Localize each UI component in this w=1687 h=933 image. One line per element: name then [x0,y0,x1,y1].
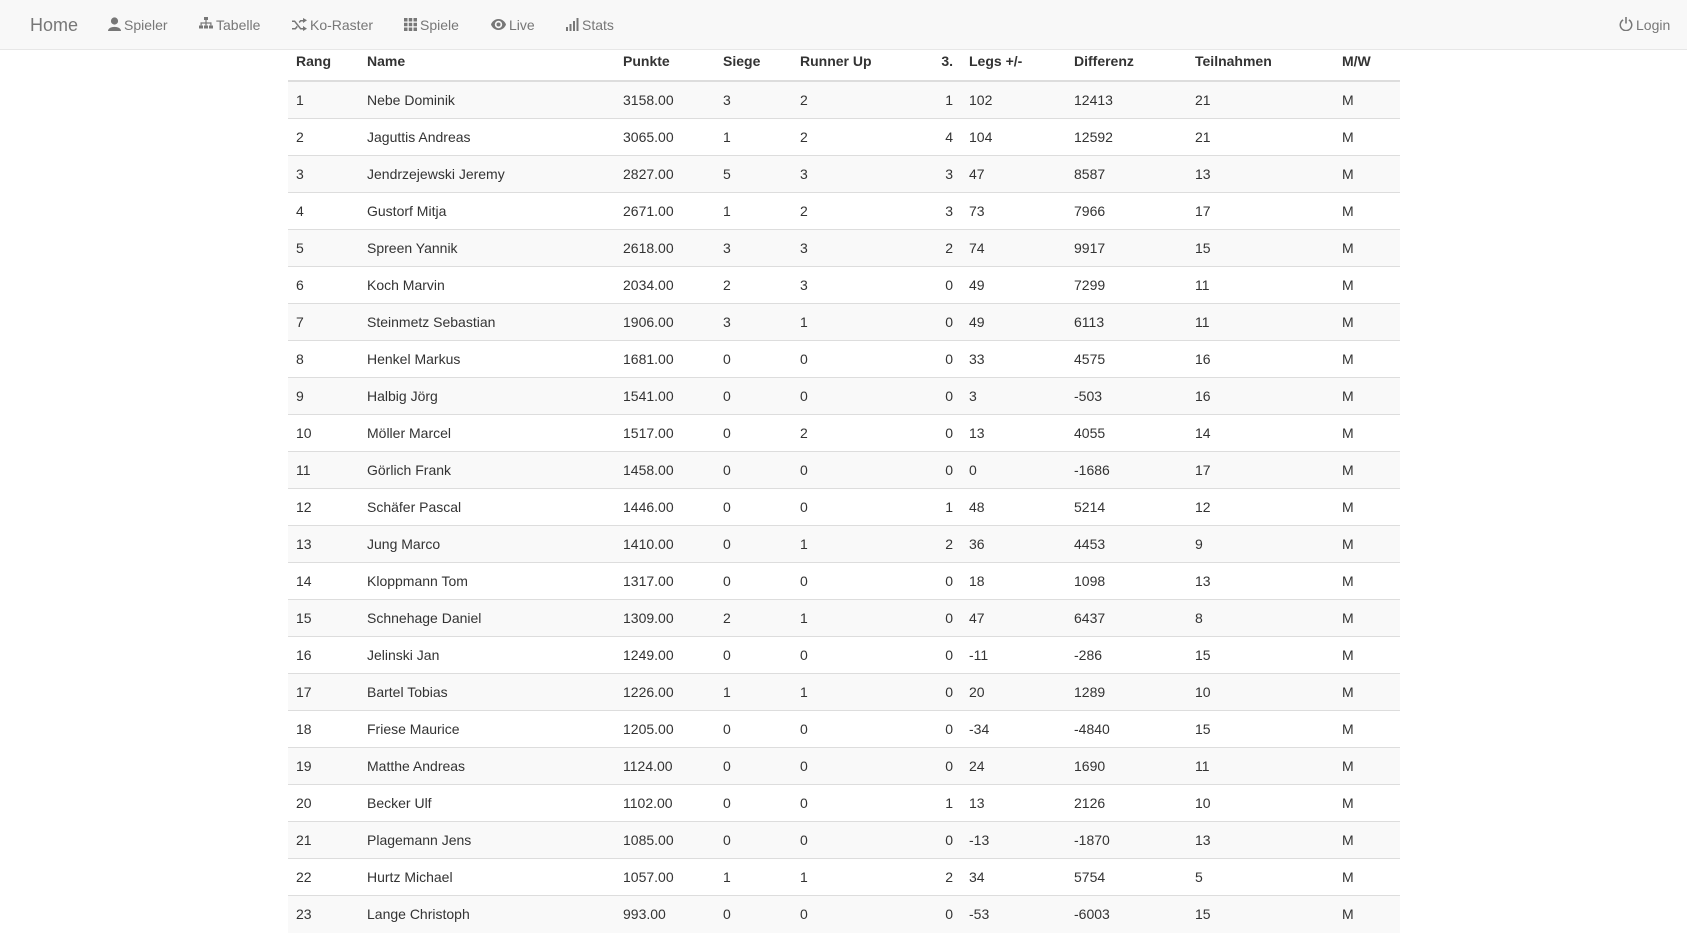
cell-teilnahmen: 8 [1187,600,1334,637]
nav-live-label: Live [509,17,535,33]
cell-mw: M [1334,267,1400,304]
table-row [288,267,1400,304]
cell-differenz: -4840 [1066,711,1187,748]
cell-name[interactable]: Gustorf Mitja [359,193,615,230]
cell-mw: M [1334,711,1400,748]
user-icon [108,17,121,31]
table-row [288,193,1400,230]
cell-mw: M [1334,378,1400,415]
cell-differenz: 7299 [1066,267,1187,304]
cell-punkte: 1517.00 [615,415,715,452]
cell-differenz: 12592 [1066,119,1187,156]
cell-legs: -53 [961,896,1066,933]
cell-siege: 0 [715,563,792,600]
cell-runner-up: 0 [792,378,927,415]
table-row [288,785,1400,822]
cell-runner-up: 0 [792,489,927,526]
cell-third: 3 [927,193,961,230]
cell-differenz: 4055 [1066,415,1187,452]
cell-legs: 47 [961,600,1066,637]
cell-mw: M [1334,452,1400,489]
cell-teilnahmen: 17 [1187,193,1334,230]
cell-third: 0 [927,711,961,748]
cell-siege: 1 [715,193,792,230]
cell-rang: 9 [288,378,359,415]
nav-spiele-label: Spiele [420,17,459,33]
cell-teilnahmen: 16 [1187,341,1334,378]
cell-siege: 5 [715,156,792,193]
table-row [288,119,1400,156]
cell-name[interactable]: Hurtz Michael [359,859,615,896]
table-row [288,230,1400,267]
cell-legs: 34 [961,859,1066,896]
cell-punkte: 1205.00 [615,711,715,748]
cell-rang: 18 [288,711,359,748]
cell-legs: 13 [961,415,1066,452]
cell-runner-up: 1 [792,859,927,896]
table-row [288,489,1400,526]
cell-siege: 0 [715,452,792,489]
nav-live-link[interactable] [491,0,535,50]
cell-differenz: 5214 [1066,489,1187,526]
table-row [288,859,1400,896]
cell-mw: M [1334,304,1400,341]
cell-teilnahmen: 12 [1187,489,1334,526]
cell-rang: 13 [288,526,359,563]
header-rang[interactable]: Rang [288,50,359,81]
cell-teilnahmen: 13 [1187,822,1334,859]
cell-mw: M [1334,563,1400,600]
cell-legs: 102 [961,81,1066,119]
cell-differenz: 1289 [1066,674,1187,711]
cell-rang: 16 [288,637,359,674]
cell-legs: 3 [961,378,1066,415]
cell-teilnahmen: 11 [1187,267,1334,304]
header-teilnahmen[interactable]: Teilnahmen [1187,50,1334,81]
cell-third: 0 [927,563,961,600]
cell-rang: 1 [288,81,359,119]
cell-rang: 20 [288,785,359,822]
cell-teilnahmen: 5 [1187,859,1334,896]
cell-legs: 36 [961,526,1066,563]
cell-punkte: 2827.00 [615,156,715,193]
cell-third: 0 [927,896,961,933]
cell-third: 0 [927,378,961,415]
nav-spieler-link[interactable] [108,0,168,50]
cell-differenz: 4453 [1066,526,1187,563]
cell-siege: 2 [715,600,792,637]
cell-third: 0 [927,267,961,304]
header-punkte[interactable]: Punkte [615,50,715,81]
nav-login-label: Login [1636,17,1671,33]
cell-teilnahmen: 11 [1187,304,1334,341]
cell-teilnahmen: 13 [1187,563,1334,600]
cell-runner-up: 0 [792,822,927,859]
cell-legs: -13 [961,822,1066,859]
cell-siege: 0 [715,896,792,933]
nav-ko-raster-label: Ko-Raster [310,17,374,33]
cell-siege: 0 [715,711,792,748]
cell-third: 2 [927,859,961,896]
header-mw[interactable]: M/W [1334,50,1400,81]
cell-siege: 0 [715,637,792,674]
cell-legs: 49 [961,304,1066,341]
cell-punkte: 1906.00 [615,304,715,341]
cell-runner-up: 2 [792,193,927,230]
cell-differenz: 6437 [1066,600,1187,637]
cell-differenz: 12413 [1066,81,1187,119]
cell-rang: 14 [288,563,359,600]
cell-differenz: 2126 [1066,785,1187,822]
cell-name[interactable]: Schnehage Daniel [359,600,615,637]
cell-runner-up: 0 [792,452,927,489]
cell-name[interactable]: Nebe Dominik [359,81,615,119]
cell-teilnahmen: 10 [1187,785,1334,822]
header-siege[interactable]: Siege [715,50,792,81]
cell-teilnahmen: 10 [1187,674,1334,711]
cell-siege: 0 [715,785,792,822]
cell-differenz: 1098 [1066,563,1187,600]
cell-siege: 0 [715,489,792,526]
cell-legs: 74 [961,230,1066,267]
cell-punkte: 3158.00 [615,81,715,119]
cell-legs: 49 [961,267,1066,304]
cell-teilnahmen: 13 [1187,156,1334,193]
cell-third: 0 [927,748,961,785]
cell-third: 0 [927,452,961,489]
cell-mw: M [1334,230,1400,267]
cell-punkte: 1410.00 [615,526,715,563]
cell-teilnahmen: 15 [1187,637,1334,674]
cell-name[interactable]: Becker Ulf [359,785,615,822]
cell-teilnahmen: 14 [1187,415,1334,452]
cell-mw: M [1334,859,1400,896]
cell-name[interactable]: Steinmetz Sebastian [359,304,615,341]
cell-punkte: 1458.00 [615,452,715,489]
cell-runner-up: 0 [792,711,927,748]
header-third[interactable]: 3. [927,50,961,81]
nav-stats-link[interactable] [566,0,614,50]
cell-teilnahmen: 9 [1187,526,1334,563]
cell-runner-up: 0 [792,563,927,600]
cell-differenz: -1686 [1066,452,1187,489]
cell-punkte: 1681.00 [615,341,715,378]
cell-third: 3 [927,156,961,193]
cell-mw: M [1334,637,1400,674]
table-row [288,563,1400,600]
cell-siege: 0 [715,415,792,452]
cell-siege: 1 [715,859,792,896]
cell-punkte: 1124.00 [615,748,715,785]
cell-punkte: 1541.00 [615,378,715,415]
cell-punkte: 1226.00 [615,674,715,711]
cell-name[interactable]: Jung Marco [359,526,615,563]
cell-punkte: 2034.00 [615,267,715,304]
cell-name[interactable]: Jendrzejewski Jeremy [359,156,615,193]
cell-differenz: 1690 [1066,748,1187,785]
cell-third: 0 [927,600,961,637]
cell-third: 1 [927,81,961,119]
cell-siege: 3 [715,304,792,341]
cell-punkte: 993.00 [615,896,715,933]
cell-differenz: -1870 [1066,822,1187,859]
cell-third: 0 [927,637,961,674]
cell-differenz: 8587 [1066,156,1187,193]
cell-differenz: 5754 [1066,859,1187,896]
cell-name[interactable]: Friese Maurice [359,711,615,748]
cell-differenz: 9917 [1066,230,1187,267]
cell-third: 2 [927,526,961,563]
cell-mw: M [1334,193,1400,230]
table-row [288,637,1400,674]
cell-punkte: 1309.00 [615,600,715,637]
cell-rang: 4 [288,193,359,230]
cell-rang: 19 [288,748,359,785]
random-icon [292,18,307,31]
cell-siege: 0 [715,748,792,785]
cell-differenz: 4575 [1066,341,1187,378]
cell-runner-up: 3 [792,230,927,267]
cell-runner-up: 1 [792,304,927,341]
cell-third: 4 [927,119,961,156]
cell-name[interactable]: Möller Marcel [359,415,615,452]
table-row [288,748,1400,785]
cell-rang: 8 [288,341,359,378]
cell-legs: 0 [961,452,1066,489]
cell-punkte: 1317.00 [615,563,715,600]
cell-differenz: -286 [1066,637,1187,674]
cell-legs: 13 [961,785,1066,822]
cell-mw: M [1334,119,1400,156]
table-row [288,341,1400,378]
cell-mw: M [1334,341,1400,378]
cell-punkte: 3065.00 [615,119,715,156]
cell-differenz: -503 [1066,378,1187,415]
cell-mw: M [1334,156,1400,193]
cell-legs: 20 [961,674,1066,711]
sitemap-icon [199,17,213,31]
cell-mw: M [1334,81,1400,119]
cell-teilnahmen: 11 [1187,748,1334,785]
cell-teilnahmen: 15 [1187,896,1334,933]
power-icon [1619,17,1633,31]
cell-legs: 24 [961,748,1066,785]
cell-mw: M [1334,526,1400,563]
header-legs[interactable]: Legs +/- [961,50,1066,81]
cell-rang: 5 [288,230,359,267]
cell-mw: M [1334,896,1400,933]
cell-rang: 6 [288,267,359,304]
cell-runner-up: 2 [792,119,927,156]
cell-siege: 1 [715,674,792,711]
cell-siege: 0 [715,341,792,378]
cell-differenz: 7966 [1066,193,1187,230]
cell-rang: 23 [288,896,359,933]
cell-siege: 1 [715,119,792,156]
cell-mw: M [1334,489,1400,526]
nav-login-link[interactable] [1619,0,1670,50]
cell-mw: M [1334,674,1400,711]
table-row [288,600,1400,637]
cell-name[interactable]: Matthe Andreas [359,748,615,785]
cell-runner-up: 0 [792,748,927,785]
cell-third: 0 [927,674,961,711]
cell-rang: 12 [288,489,359,526]
cell-legs: 73 [961,193,1066,230]
cell-legs: 48 [961,489,1066,526]
cell-rang: 21 [288,822,359,859]
cell-name[interactable]: Koch Marvin [359,267,615,304]
cell-rang: 15 [288,600,359,637]
cell-rang: 11 [288,452,359,489]
table-row [288,81,1400,119]
cell-name[interactable]: Kloppmann Tom [359,563,615,600]
table-row [288,304,1400,341]
table-row [288,526,1400,563]
cell-rang: 2 [288,119,359,156]
cell-legs: 47 [961,156,1066,193]
table-row [288,674,1400,711]
cell-runner-up: 0 [792,341,927,378]
header-name[interactable]: Name [359,50,615,81]
cell-runner-up: 3 [792,267,927,304]
cell-teilnahmen: 15 [1187,711,1334,748]
cell-runner-up: 0 [792,637,927,674]
table-row [288,378,1400,415]
ranking-table [288,50,1400,933]
cell-name[interactable]: Bartel Tobias [359,674,615,711]
table-header-row [288,50,1400,81]
cell-teilnahmen: 17 [1187,452,1334,489]
nav-ko-raster-link[interactable] [292,0,373,50]
table-row [288,711,1400,748]
cell-legs: 104 [961,119,1066,156]
cell-name[interactable]: Plagemann Jens [359,822,615,859]
cell-punkte: 1446.00 [615,489,715,526]
cell-name[interactable]: Jaguttis Andreas [359,119,615,156]
header-runner-up[interactable]: Runner Up [792,50,927,81]
nav-tabelle-label: Tabelle [216,17,261,33]
cell-runner-up: 2 [792,415,927,452]
cell-runner-up: 1 [792,600,927,637]
grid-icon [404,18,417,31]
cell-runner-up: 0 [792,896,927,933]
cell-siege: 2 [715,267,792,304]
nav-tabelle-link[interactable] [199,0,260,50]
cell-name[interactable]: Jelinski Jan [359,637,615,674]
cell-third: 2 [927,230,961,267]
cell-mw: M [1334,748,1400,785]
cell-siege: 3 [715,81,792,119]
cell-legs: 18 [961,563,1066,600]
cell-rang: 10 [288,415,359,452]
cell-differenz: 6113 [1066,304,1187,341]
cell-differenz: -6003 [1066,896,1187,933]
cell-rang: 22 [288,859,359,896]
cell-teilnahmen: 21 [1187,81,1334,119]
stats-icon [566,18,579,31]
navbar [0,0,1687,50]
cell-name[interactable]: Henkel Markus [359,341,615,378]
cell-third: 1 [927,785,961,822]
cell-punkte: 1102.00 [615,785,715,822]
ranking-table-container [288,50,1400,933]
nav-stats-label: Stats [582,17,614,33]
cell-rang: 7 [288,304,359,341]
cell-name[interactable]: Görlich Frank [359,452,615,489]
cell-third: 0 [927,415,961,452]
cell-punkte: 2618.00 [615,230,715,267]
header-differenz[interactable]: Differenz [1066,50,1187,81]
cell-third: 0 [927,341,961,378]
cell-teilnahmen: 15 [1187,230,1334,267]
cell-teilnahmen: 16 [1187,378,1334,415]
cell-runner-up: 2 [792,81,927,119]
cell-mw: M [1334,600,1400,637]
nav-spieler-label: Spieler [124,17,168,33]
nav-home-link[interactable]: Home [30,15,79,35]
table-row [288,452,1400,489]
nav-spiele-link[interactable] [404,0,459,50]
table-row [288,156,1400,193]
cell-punkte: 1249.00 [615,637,715,674]
cell-mw: M [1334,785,1400,822]
cell-name[interactable]: Halbig Jörg [359,378,615,415]
cell-runner-up: 1 [792,674,927,711]
cell-legs: -11 [961,637,1066,674]
cell-punkte: 1085.00 [615,822,715,859]
cell-third: 0 [927,304,961,341]
table-body [288,81,1400,933]
cell-third: 1 [927,489,961,526]
cell-mw: M [1334,415,1400,452]
cell-teilnahmen: 21 [1187,119,1334,156]
cell-punkte: 2671.00 [615,193,715,230]
table-row [288,415,1400,452]
cell-third: 0 [927,822,961,859]
table-row [288,822,1400,859]
cell-siege: 0 [715,822,792,859]
cell-mw: M [1334,822,1400,859]
cell-runner-up: 0 [792,785,927,822]
cell-siege: 0 [715,378,792,415]
cell-siege: 3 [715,230,792,267]
cell-punkte: 1057.00 [615,859,715,896]
cell-name[interactable]: Schäfer Pascal [359,489,615,526]
cell-rang: 3 [288,156,359,193]
cell-runner-up: 3 [792,156,927,193]
cell-runner-up: 1 [792,526,927,563]
cell-legs: 33 [961,341,1066,378]
cell-siege: 0 [715,526,792,563]
eye-icon [491,19,506,30]
cell-legs: -34 [961,711,1066,748]
cell-name[interactable]: Lange Christoph [359,896,615,933]
cell-rang: 17 [288,674,359,711]
cell-name[interactable]: Spreen Yannik [359,230,615,267]
